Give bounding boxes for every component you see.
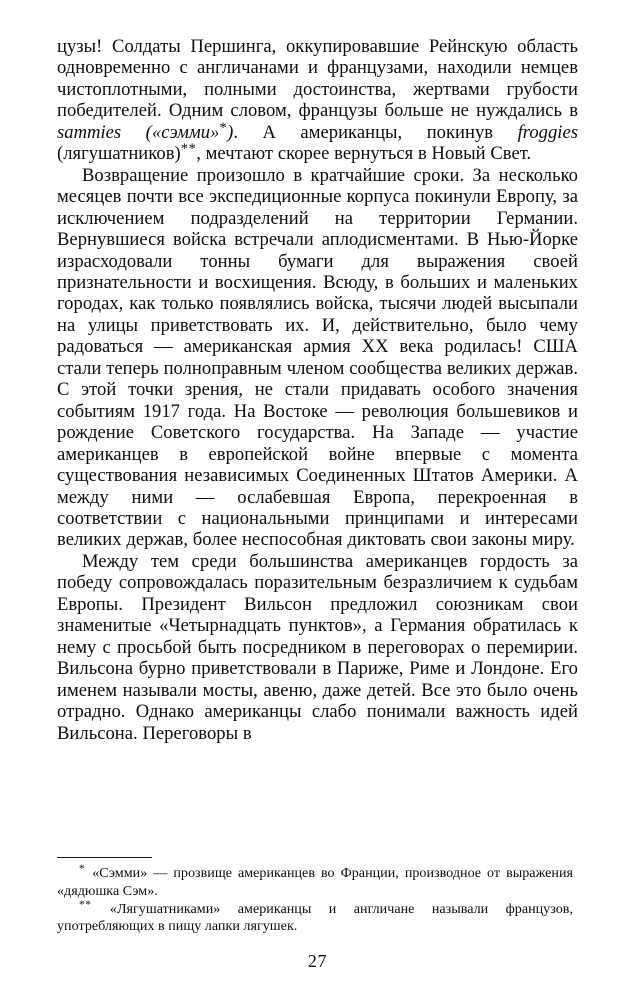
page-number: 27 bbox=[307, 951, 328, 971]
footnote-area bbox=[57, 857, 573, 936]
text-run: (лягушатников) bbox=[57, 143, 181, 165]
footnote-item bbox=[57, 862, 573, 900]
italic-text: sammies («сэмми» bbox=[57, 121, 220, 143]
text-run: цузы! Солдаты Першинга, оккупировавшие Рейнскую область одновременно с англичанами и французами, находили немцев чистоплотными, полными достоинства, жертвами грубости победителей. Одним словом, французы больше не нуждались в bbox=[57, 36, 578, 122]
footnote-text: «Сэмми» — прозвище американцев во Франции, производное от выражения «дядюшка Сэм». bbox=[57, 865, 573, 899]
italic-text: froggies bbox=[517, 121, 579, 143]
footnote-separator-rule bbox=[57, 857, 152, 858]
footnote-list bbox=[57, 862, 573, 936]
footnote-marker: * bbox=[79, 862, 86, 875]
paragraph-1 bbox=[57, 36, 578, 165]
paragraph-2 bbox=[57, 165, 578, 551]
text-run: , мечтают скорее вернуться в Новый Свет. bbox=[196, 143, 532, 165]
text-run: . А американцы, покинув bbox=[233, 121, 518, 143]
footnote-marker: ** bbox=[79, 898, 92, 911]
footnote-item bbox=[57, 898, 573, 936]
main-text-column bbox=[57, 36, 578, 744]
text-run: Между тем среди большинства американцев гордость за победу сопровождалась поразительным безразличием к судьбам Европы. Президент Вильсон предложил союзникам свои знаменитые «Четырнадцать пунктов», а Германия обратилась к нему с просьбой быть посредником в переговорах о перемирии. Вильсона бурно приветствовали в Париже, Риме и Лондоне. Его именем называли мосты, авеню, даже детей. Все это было очень отрадно. Однако американцы слабо понимали важность идей Вильсона. Переговоры в bbox=[57, 550, 578, 744]
text-run: Возвращение произошло в кратчайшие сроки. За несколько месяцев почти все экспедиционные корпуса покинули Европу, за исключением подразделений на территории Германии. Вернувшиеся войска встречали аплодисментами. В Нью-Йорке израсходовали тонны бумаги для выражения своей признательности и восхищения. Всюду, в больших и маленьких городах, как только появлялись войска, тысячи людей высыпали на улицы приветствовать их. И, действительно, было чему радоваться — американская армия XX века родилась! США стали теперь полноправным членом сообщества великих держав. С этой точки зрения, не стали придавать особого значения событиям 1917 года. На Востоке — революция большевиков и рождение Советского государства. На Западе — участие американцев в европейской войне впервые с момента существования независимых Соединенных Штатов Америки. А между ними — ослабевшая Европа, перекроенная в соответствии с национальными принципами и интересами великих держав, более неспособная диктовать свои законы миру. bbox=[57, 164, 578, 551]
footnote-reference-mark: ** bbox=[180, 141, 197, 158]
footnote-text: «Лягушатниками» американцы и англичане называли французов, употребляющих в пищу лапки лягушек. bbox=[57, 900, 573, 935]
italic-text: ) bbox=[227, 121, 234, 143]
paragraph-3 bbox=[57, 551, 578, 744]
footnote-reference-mark: * bbox=[219, 119, 228, 136]
